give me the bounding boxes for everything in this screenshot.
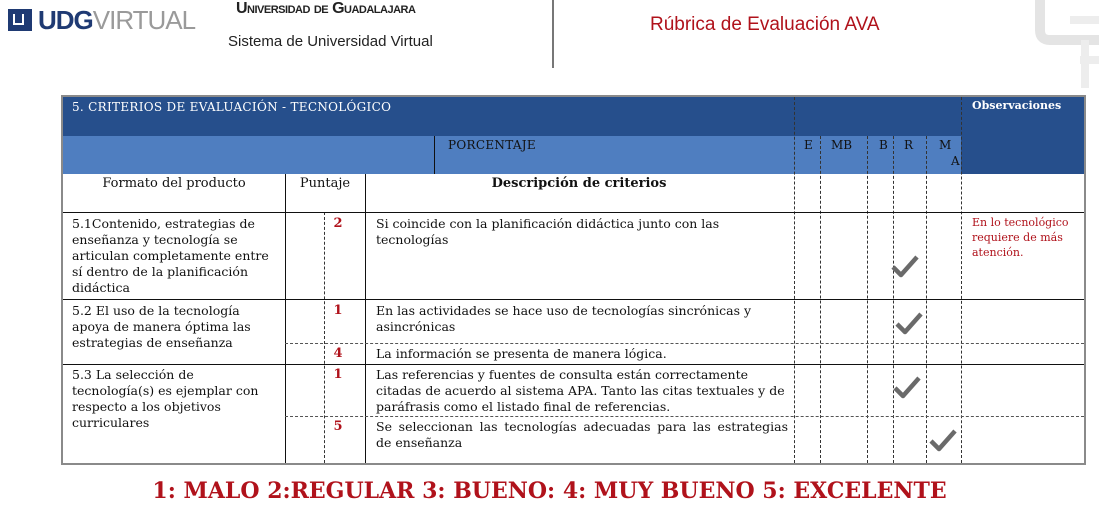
section-title: 5. CRITERIOS DE EVALUACIÓN - TECNOLÓGICO [72,100,392,114]
document-title: Rúbrica de Evaluación AVA [650,14,880,35]
product-cell: 5.1Contenido, estrategias de enseñanza y tecnología se articulan completamente entre sí dentro de la planificación didáctica [72,216,269,295]
column-header-product: Formato del producto [102,176,246,191]
column-header-score: Puntaje [299,176,351,191]
check-icon [929,428,957,452]
grid-line [961,97,962,463]
observation-cell: En lo tecnológico requiere de más atención. [972,216,1069,259]
check-icon [891,254,919,278]
criteria-cell: Las referencias y fuentes de consulta están correctamente citadas de acuerdo al sistema APA. Tanto las citas textuales y de paráfrasis como el listado final de referencias. [376,367,785,414]
system-name: Sistema de Universidad Virtual [228,33,433,50]
check-icon [893,375,921,399]
grid-line [434,136,435,174]
scale-header-m: M [939,138,952,152]
logo-text-light: VIRTUAL [92,5,196,35]
logo-text [38,6,195,34]
udg-logo-icon [8,9,32,31]
scale-header-r: R [904,138,914,152]
criteria-cell: En las actividades se hace uso de tecnologías sincrónicas y asincrónicas [376,303,752,334]
criteria-cell: Si coincide con la planificación didáctica junto con las tecnologías [376,216,720,247]
product-cell: 5.3 La selección de tecnología(s) es ejemplar con respecto a los objetivos curriculares [72,367,259,430]
product-cell: 5.2 El uso de la tecnología apoya de manera óptima las estrategias de enseñanza [72,303,251,350]
grid-line [794,97,795,463]
score-value: 1 [333,367,343,382]
grid-line [324,212,325,463]
criteria-cell: La información se presenta de manera lógica. [376,346,667,361]
grid-line [63,299,1084,300]
score-value: 4 [333,346,343,361]
scale-header-e: E [804,138,813,152]
grid-line [285,416,1084,417]
scale-header-b: B [879,138,888,152]
grid-line [63,212,1084,213]
observations-header: Observaciones [972,99,1062,112]
grid-line [365,174,366,463]
corner-decoration-icon [1030,0,1099,88]
logo-text-bold: UDG [38,5,93,35]
scale-header-a: A [951,154,960,168]
criteria-cell: Se seleccionan las tecnologías adecuadas para las estrategias de enseñanza [376,419,788,450]
score-value: 5 [333,419,343,434]
grid-line [285,174,286,463]
udg-virtual-logo [8,6,195,34]
scale-header-mb: MB [831,138,853,152]
check-icon [895,311,923,335]
column-header-criteria: Descripción de criterios [491,176,667,191]
grid-line [285,343,1084,344]
percentage-label: PORCENTAJE [448,138,536,152]
score-value: 2 [333,216,343,231]
score-value: 1 [333,303,343,318]
grid-line [63,364,1084,365]
header-divider [552,0,554,68]
university-name: Universidad de Guadalajara [236,0,416,17]
score-legend: 1: MALO 2:REGULAR 3: BUENO: 4: MUY BUENO 5: EXCELENTE [152,478,947,504]
